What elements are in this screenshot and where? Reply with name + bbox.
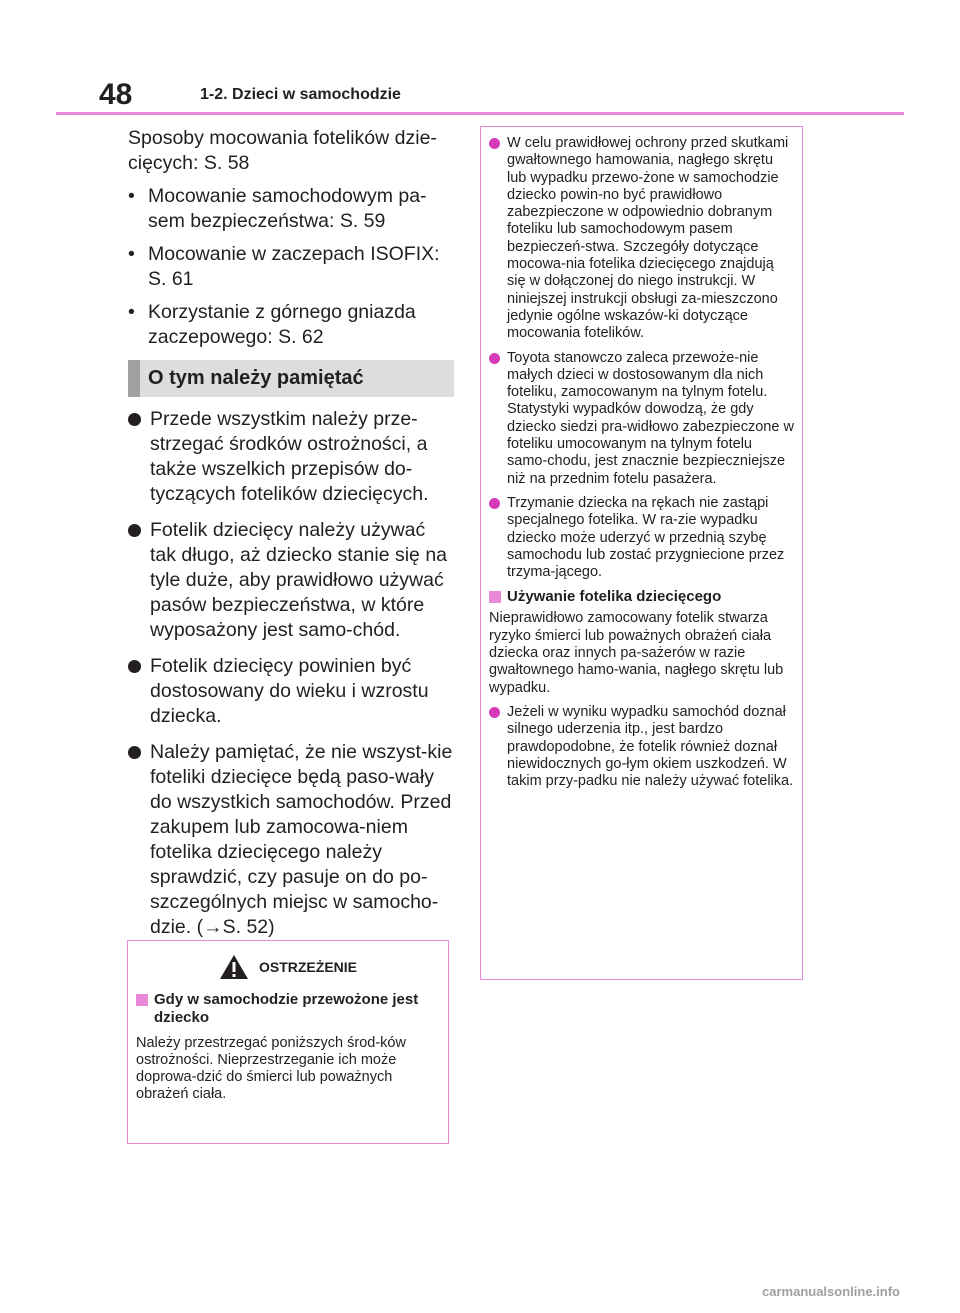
warning-text: Należy przestrzegać poniższych środ-ków ostrożności. Nieprzestrzeganie ich może doprowa-dzić do śmierci lub poważnych obrażeń ciała. xyxy=(136,1035,406,1102)
circle-bullet-icon xyxy=(128,524,141,537)
info-item: W celu prawidłowej ochrony przed skutkami gwałtownego hamowania, nagłego skrętu lub wypadku przewo-żone w samochodzie dziecko powin-no być prawidłowo zabezpieczone w odpowiednio dobranym foteliku lub samochodowym pasem bezpieczeń-stwa. Szczegóły dotyczące mocowa-nia fotelika dziecięcego znajdują się w dołączonej do niego instrukcji. W niniejszej instrukcji obsługi za-mieszczono jedynie ogólne wskazów-ki dotyczące mocowania fotelików. xyxy=(489,135,794,343)
watermark: carmanualsonline.info xyxy=(762,1284,900,1299)
warning-header xyxy=(136,949,440,985)
circle-bullet-icon xyxy=(128,413,141,426)
list-item: Należy pamiętać, że nie wszyst-kie foteliki dziecięce będą paso-wały do wszystkich samochodów. Przed zakupem lub zamocowa-niem fotelika dziecięcego należy sprawdzić, czy pasuje on do po-szczególnych miejsc w samocho-dzie. (→S. 52) xyxy=(128,740,454,940)
circle-bullet-icon xyxy=(128,746,141,759)
bullet-icon: • xyxy=(128,185,135,207)
bullet-icon: • xyxy=(128,301,135,323)
info-box xyxy=(480,126,803,980)
reminder-heading: O tym należy pamiętać xyxy=(128,360,454,397)
warning-heading: OSTRZEŻENIE xyxy=(258,959,357,975)
circle-bullet-icon xyxy=(489,707,500,718)
circle-bullet-icon xyxy=(489,138,500,149)
info-paragraph: Nieprawidłowo zamocowany fotelik stwarza ryzyko śmierci lub poważnych obrażeń ciała dziecka oraz innych pa-sażerów w razie gwałtownego hamo-wania, nagłego skrętu lub wypadku. xyxy=(489,610,784,696)
list-item: Przede wszystkim należy prze-strzegać środków ostrożności, a także wszelkich przepisów do-tyczących fotelików dziecięcych. xyxy=(128,407,454,507)
intro-text: Sposoby mocowania fotelików dzie-cięcych: S. 58 xyxy=(128,127,437,174)
section-title: 1-2. Dzieci w samochodzie xyxy=(200,86,401,103)
warning-triangle-icon xyxy=(219,954,249,980)
list-item: • Mocowanie samochodowym pa-sem bezpieczeństwa: S. 59 xyxy=(128,185,427,232)
header-divider xyxy=(56,112,904,115)
list-item: Fotelik dziecięcy powinien być dostosowany do wieku i wzrostu dziecka. xyxy=(128,654,454,729)
list-item: • Mocowanie w zaczepach ISOFIX: S. 61 xyxy=(128,243,440,290)
info-subheading: Używanie fotelika dziecięcego xyxy=(489,588,794,606)
warning-box xyxy=(127,940,449,1144)
bullet-icon: • xyxy=(128,243,135,265)
info-item: Trzymanie dziecka na rękach nie zastąpi specjalnego fotelika. W ra-zie wypadku dziecko może uderzyć w przednią szybę samochodu lub zostać przygniecione przez trzyma-jącego. xyxy=(489,495,794,581)
circle-bullet-icon xyxy=(128,660,141,673)
left-column xyxy=(128,126,454,951)
square-bullet-icon xyxy=(489,591,501,603)
page-number: 48 xyxy=(99,78,133,111)
mounting-methods-list xyxy=(128,184,454,350)
info-item: Jeżeli w wyniku wypadku samochód doznał silnego uderzenia itp., jest bardzo prawdopodobne, że fotelik również doznał niewidocznych go-łym okiem uszkodzeń. W takim przy-padku nie należy używać fotelika. xyxy=(489,704,794,790)
list-item: • Korzystanie z górnego gniazda zaczepowego: S. 62 xyxy=(128,301,416,348)
warning-subheading: Gdy w samochodzie przewożone jest dziecko xyxy=(136,991,440,1027)
list-item: Fotelik dziecięcy należy używać tak długo, aż dziecko stanie się na tyle duże, aby prawidłowo używać pasów bezpieczeństwa, w które wyposażony jest samo-chód. xyxy=(128,518,454,643)
square-bullet-icon xyxy=(136,994,148,1006)
circle-bullet-icon xyxy=(489,498,500,509)
reminder-points xyxy=(128,407,454,940)
info-item: Toyota stanowczo zaleca przewoże-nie małych dzieci w dostosowanym dla nich foteliku, zamocowanym na tylnym fotelu. Statystyki wypadków dowodzą, że gdy dziecko siedzi pra-widłowo zabezpieczone w foteliku umocowanym na tylnym fotelu samo-chodu, jest znacznie bezpieczniejsze niż na przednim fotelu pasażera. xyxy=(489,350,794,488)
circle-bullet-icon xyxy=(489,353,500,364)
